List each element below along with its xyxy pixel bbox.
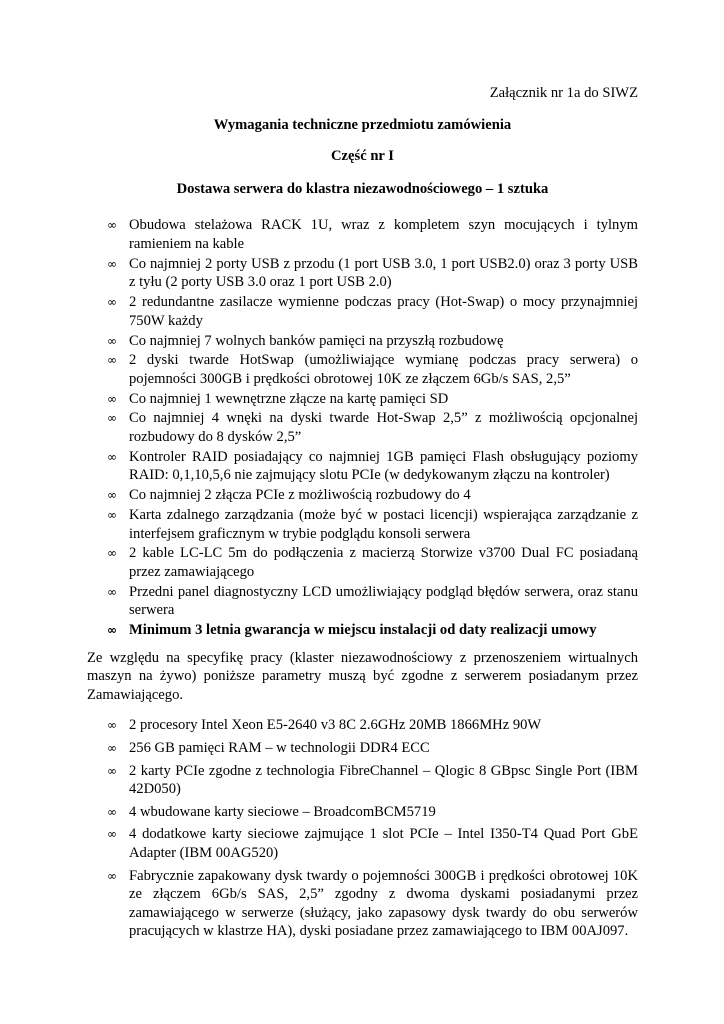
list-item-text: Karta zdalnego zarządzania (może być w postaci licencji) wspierająca zarządzanie z interfejsem graficznym w trybie podglądu konsoli serwera [129,506,638,542]
infinity-bullet-icon: ∞ [107,256,117,271]
list-item [87,506,638,543]
infinity-bullet-icon: ∞ [107,718,117,733]
infinity-bullet-icon: ∞ [107,804,117,819]
infinity-bullet-icon: ∞ [107,218,117,233]
list-item-text: Co najmniej 2 porty USB z przodu (1 port USB 3.0, 1 port USB2.0) oraz 3 porty USB z tyłu (2 porty USB 3.0 oraz 1 port USB 2.0) [129,255,638,291]
list-item [87,448,638,485]
infinity-bullet-icon: ∞ [107,584,117,599]
annex-label: Załącznik nr 1a do SIWZ [489,85,638,101]
list-item-text: Fabrycznie zapakowany dysk twardy o pojemności 300GB i prędkości obrotowej 10K ze złączem 6Gb/s SAS, 2,5” zgodny z dwoma dyskami posiadanymi przez zamawiającego w serwerze (służący, jako zapasowy dysk twardy do obu serwerów pracujących w klastrze HA), dyski posiadane przez zamawiającego to IBM 00AJ097. [129,867,638,940]
list-item [87,544,638,581]
list-item-text: Przedni panel diagnostyczny LCD umożliwiający podgląd błędów serwera, oraz stanu serwera [129,583,638,619]
document-title: Wymagania techniczne przedmiotu zamówienia [213,116,512,133]
list-item-text: 256 GB pamięci RAM – w technologii DDR4 ECC [129,740,430,757]
subject-heading: Dostawa serwera do klastra niezawodnościowego – 1 sztuka [176,180,549,197]
list-item [87,583,638,620]
infinity-bullet-icon: ∞ [107,827,117,842]
list-item-text: Minimum 3 letnia gwarancja w miejscu instalacji od daty realizacji umowy [129,622,597,639]
list-item-text: 4 wbudowane karty sieciowe – BroadcomBCM5719 [129,803,436,820]
list-item [87,739,638,758]
list-item [87,762,638,799]
list-item-text: Co najmniej 2 złącza PCIe z możliwością rozbudowy do 4 [129,487,471,504]
list-item-text: 2 kable LC-LC 5m do podłączenia z macierzą Storwize v3700 Dual FC posiadaną przez zamawiającego [129,545,638,580]
list-item-text: 2 dyski twarde HotSwap (umożliwiające wymianę podczas pracy serwera) o pojemności 300GB i prędkości obrotowej 10K ze złączem 6Gb/s SAS, 2,5” [129,352,638,387]
list-item-text: Obudowa stelażowa RACK 1U, wraz z kompletem szyn mocujących i tylnym ramieniem na kable [129,217,638,252]
infinity-bullet-icon: ∞ [107,763,117,778]
list-item-text: 2 karty PCIe zgodne z technologia FibreChannel – Qlogic 8 GBpsc Single Port (IBM 42D050) [129,762,638,798]
list-item [87,825,638,862]
list-item [87,255,638,292]
compatibility-paragraph: Ze względu na specyfikę pracy (klaster niezawodnościowy z przenoszeniem wirtualnych maszyn na żywo) poniższe parametry muszą być zgodne z serwerem posiadanym przez Zamawiającego. [87,649,638,703]
requirements-list [87,216,638,639]
list-item [87,409,638,446]
list-item-text: Kontroler RAID posiadający co najmniej 1GB pamięci Flash obsługujący poziomy RAID: 0,1,10,5,6 nie zajmujący slotu PCIe (w dedykowanym złączu na kontroler) [129,448,638,484]
list-item [87,803,638,822]
infinity-bullet-icon: ∞ [107,449,117,464]
list-item [87,716,638,735]
infinity-bullet-icon: ∞ [107,868,117,883]
infinity-bullet-icon: ∞ [107,295,117,310]
infinity-bullet-icon: ∞ [107,411,117,426]
infinity-bullet-icon: ∞ [107,488,117,503]
list-item [87,390,638,409]
list-item [87,216,638,253]
part-heading: Część nr I [331,148,394,165]
document-page [87,84,638,945]
infinity-bullet-icon: ∞ [107,623,117,638]
list-item [87,867,638,941]
list-item [87,293,638,330]
list-item-text: Co najmniej 1 wewnętrzne złącze na kartę pamięci SD [129,390,449,407]
list-item-text: Co najmniej 4 wnęki na dyski twarde Hot-Swap 2,5” z możliwością opcjonalnej rozbudowy do 8 dysków 2,5” [129,410,638,446]
infinity-bullet-icon: ∞ [107,507,117,522]
list-item [87,486,638,505]
warranty-item [87,621,638,640]
list-item-text: Co najmniej 7 wolnych banków pamięci na przyszłą rozbudowę [129,332,504,349]
list-item [87,332,638,351]
infinity-bullet-icon: ∞ [107,391,117,406]
list-item [87,351,638,388]
infinity-bullet-icon: ∞ [107,333,117,348]
list-item-text: 2 procesory Intel Xeon E5-2640 v3 8C 2.6GHz 20MB 1866MHz 90W [129,717,542,734]
infinity-bullet-icon: ∞ [107,741,117,756]
infinity-bullet-icon: ∞ [107,546,117,561]
infinity-bullet-icon: ∞ [107,353,117,368]
list-item-text: 4 dodatkowe karty sieciowe zajmujące 1 slot PCIe – Intel I350-T4 Quad Port GbE Adapter (IBM 00AG520) [129,826,638,862]
compatible-parameters-list [87,716,638,941]
list-item-text: 2 redundantne zasilacze wymienne podczas pracy (Hot-Swap) o mocy przynajmniej 750W każdy [129,294,638,329]
